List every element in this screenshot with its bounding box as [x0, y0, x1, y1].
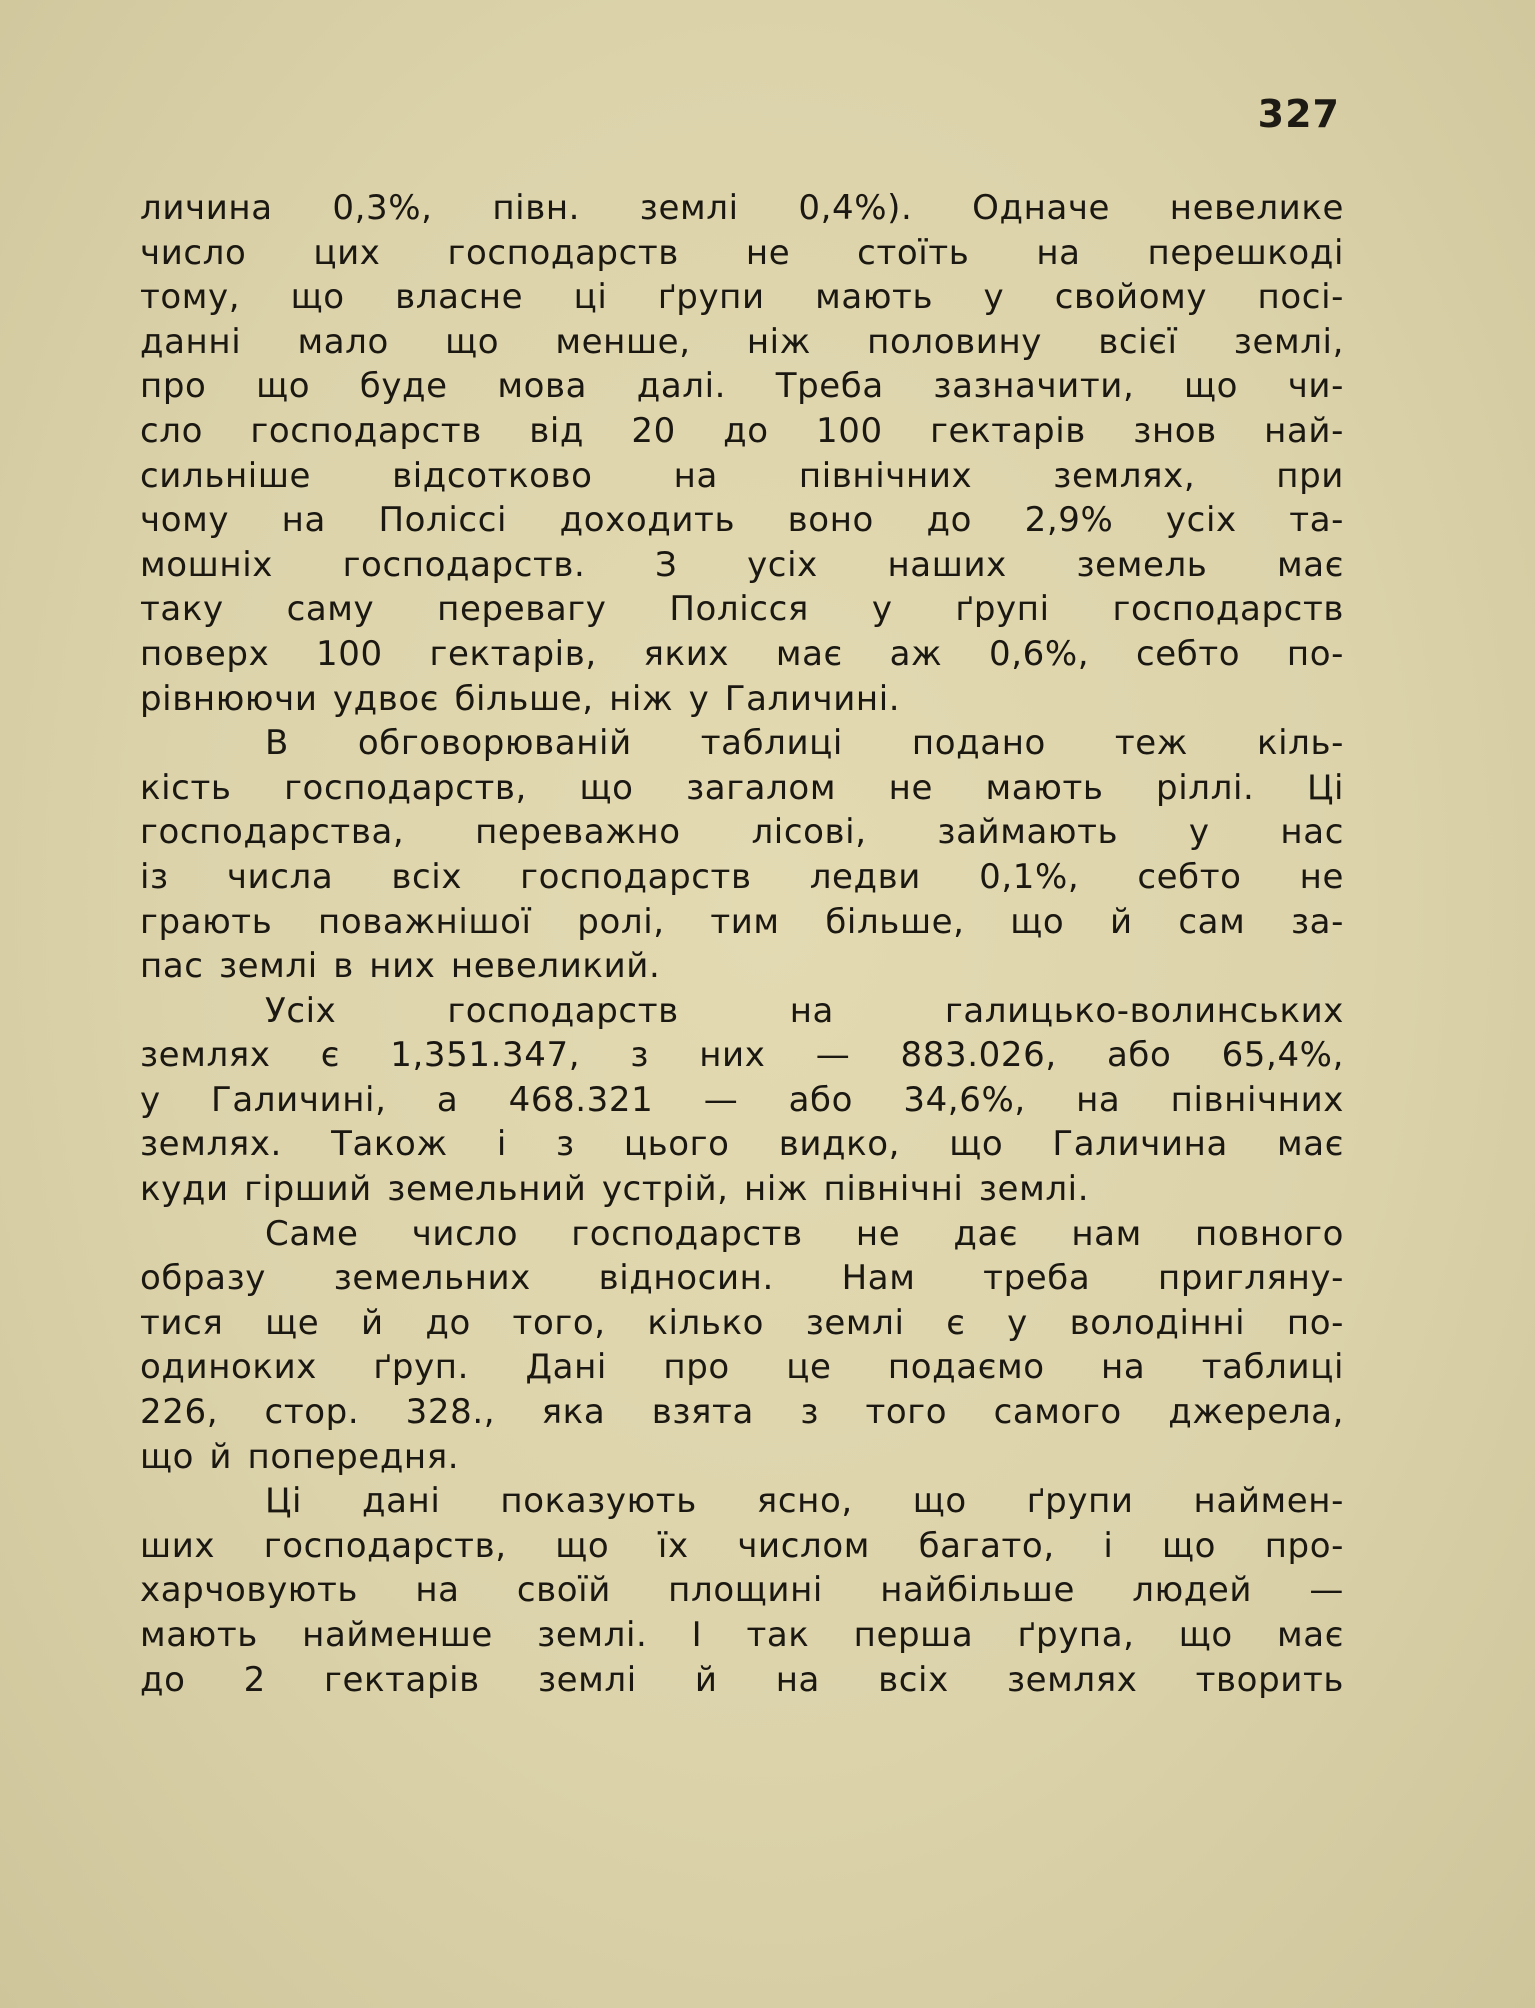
- text-line: таку саму перевагу Полісся у ґрупі господарств: [140, 589, 1344, 630]
- paragraph-1: [140, 186, 1344, 721]
- text-line: тися ще й до того, кілько землі є у володінні по-: [140, 1302, 1344, 1343]
- paragraph-2: [140, 721, 1344, 989]
- text-line: Усіх господарств на галицько-волинських: [265, 990, 1344, 1031]
- text-line: у Галичині, а 468.321 — або 34,6%, на північних: [140, 1079, 1344, 1120]
- text-line: сло господарств від 20 до 100 гектарів знов най-: [140, 410, 1344, 451]
- text-line: одиноких ґруп. Дані про це подаємо на таблиці: [140, 1347, 1344, 1388]
- text-line: сильніше відсотково на північних землях, при: [140, 455, 1344, 496]
- text-line: рівнюючи удвоє більше, ніж у Галичині.: [140, 678, 901, 719]
- text-line: Саме число господарств не дає нам повного: [265, 1213, 1344, 1254]
- page-number: 327: [1257, 92, 1340, 136]
- text-line: тому, що власне ці ґрупи мають у свойому посі-: [140, 277, 1344, 318]
- text-line: образу земельних відносин. Нам треба пригляну-: [140, 1258, 1344, 1299]
- text-line: В обговорюваній таблиці подано теж кіль-: [265, 723, 1344, 764]
- text-line: ших господарств, що їх числом багато, і що про-: [140, 1525, 1344, 1566]
- body-text: [140, 186, 1344, 1702]
- text-line: до 2 гектарів землі й на всіх землях творить: [140, 1659, 1344, 1700]
- text-line: число цих господарств не стоїть на перешкоді: [140, 232, 1344, 273]
- text-line: чому на Поліссі доходить воно до 2,9% усіх та-: [140, 500, 1344, 541]
- text-line: поверх 100 гектарів, яких має аж 0,6%, себто по-: [140, 633, 1344, 674]
- text-line: 226, стор. 328., яка взята з того самого джерела,: [140, 1392, 1344, 1433]
- text-line: мають найменше землі. І так перша ґрупа, що має: [140, 1615, 1344, 1655]
- text-line: Ці дані показують ясно, що ґрупи наймен-: [265, 1481, 1344, 1522]
- text-line: грають поважнішої ролі, тим більше, що й сам за-: [140, 901, 1344, 942]
- text-line: харчовують на своїй площині найбільше людей —: [140, 1570, 1344, 1611]
- text-line: пас землі в них невеликий.: [140, 946, 661, 987]
- text-line: що й попередня.: [140, 1436, 460, 1477]
- text-line: із числа всіх господарств ледви 0,1%, себто не: [140, 856, 1344, 897]
- paragraph-3: [140, 989, 1344, 1212]
- text-line: землях. Також і з цього видко, що Галичина має: [140, 1124, 1344, 1165]
- text-line: личина 0,3%, півн. землі 0,4%). Одначе невелике: [140, 188, 1344, 228]
- paragraph-5: [140, 1479, 1344, 1702]
- text-line: данні мало що менше, ніж половину всієї землі,: [140, 321, 1344, 362]
- text-line: кість господарств, що загалом не мають ріллі. Ці: [140, 767, 1344, 808]
- text-line: землях є 1,351.347, з них — 883.026, або 65,4%,: [140, 1035, 1344, 1076]
- paragraph-4: [140, 1212, 1344, 1480]
- text-line: господарства, переважно лісові, займають у нас: [140, 812, 1344, 853]
- text-line: мошніх господарств. З усіх наших земель має: [140, 544, 1344, 585]
- text-line: про що буде мова далі. Треба зазначити, що чи-: [140, 366, 1344, 407]
- text-line: куди гірший земельний устрій, ніж північні землі.: [140, 1169, 1090, 1210]
